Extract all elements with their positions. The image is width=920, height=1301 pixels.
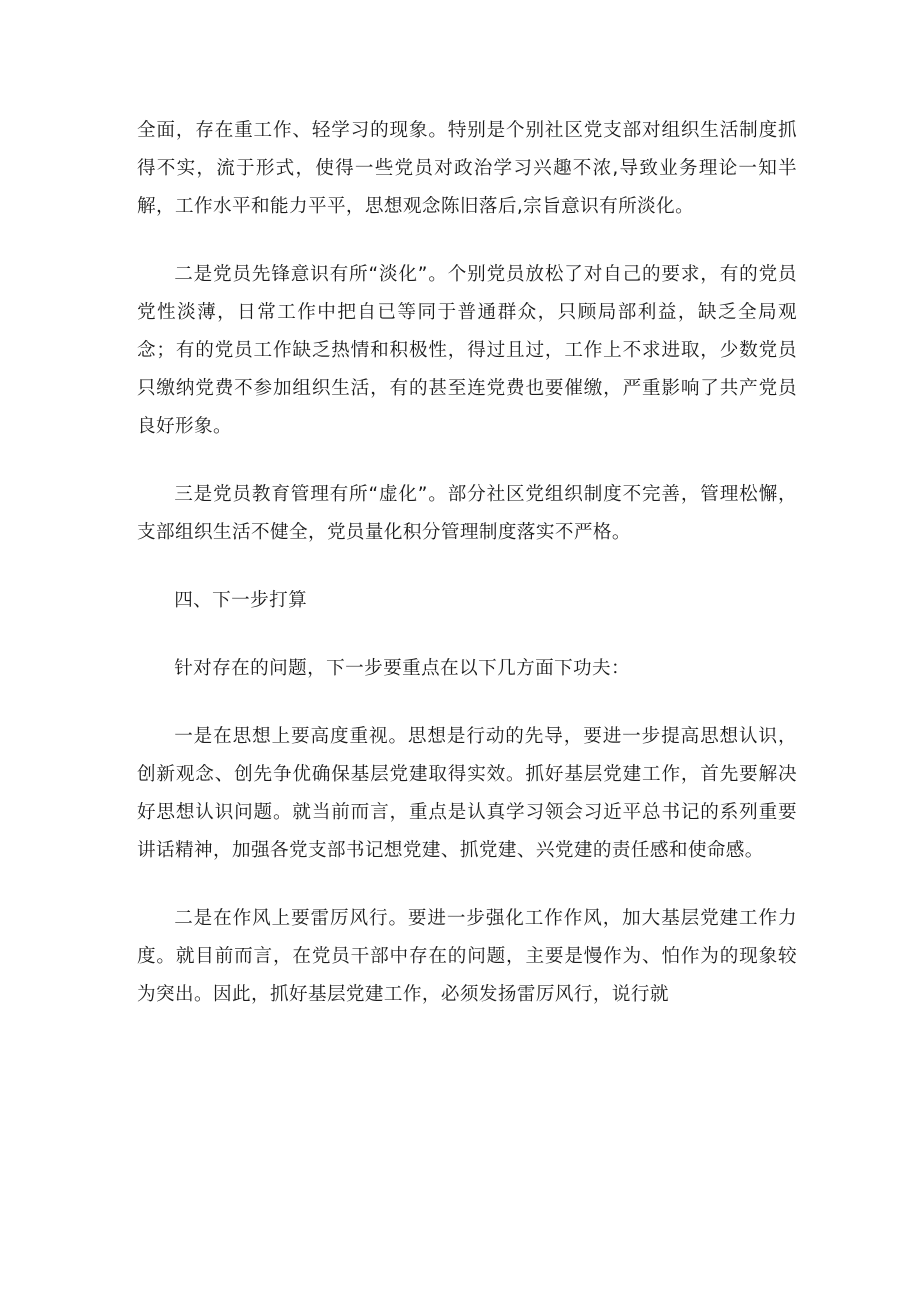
document-body — [137, 112, 797, 1044]
paragraph-section-intro: 针对存在的问题，下一步要重点在以下几方面下功夫： — [174, 658, 631, 679]
paragraph-continuation: 全面，存在重工作、轻学习的现象。特别是个别社区党支部对组织生活制度抓得不实，流于形式，使得一些党员对政治学习兴趣不浓,导致业务理论一知半解，工作水平和能力平平，思想观念陈旧落后,宗旨意识有所淡化。 — [137, 120, 797, 217]
paragraph-point-3: 三是党员教育管理有所“虚化”。部分社区党组织制度不完善，管理松懈，支部组织生活不健全，党员量化积分管理制度落实不严格。 — [137, 484, 797, 543]
paragraph-plan-2: 二是在作风上要雷厉风行。要进一步强化工作作风，加大基层党建工作力度。就目前而言，在党员干部中存在的问题，主要是慢作为、怕作为的现象较为突出。因此，抓好基层党建工作，必须发扬雷厉风行，说行就 — [137, 908, 797, 1005]
section-heading: 四、下一步打算 — [174, 590, 308, 611]
paragraph-plan-1: 一是在思想上要高度重视。思想是行动的先导，要进一步提高思想认识，创新观念、创先争优确保基层党建取得实效。抓好基层党建工作，首先要解决好思想认识问题。就当前而言，重点是认真学习领会习近平总书记的系列重要讲话精神，加强各党支部书记想党建、抓党建、兴党建的责任感和使命感。 — [137, 726, 797, 861]
paragraph-point-2: 二是党员先锋意识有所“淡化”。个别党员放松了对自己的要求，有的党员党性淡薄，日常工作中把自已等同于普通群众，只顾局部利益，缺乏全局观念；有的党员工作缺乏热情和积极性，得过且过，工作上不求进取，少数党员只缴纳党费不参加组织生活，有的甚至连党费也要催缴，严重影响了共产党员良好形象。 — [137, 264, 797, 437]
